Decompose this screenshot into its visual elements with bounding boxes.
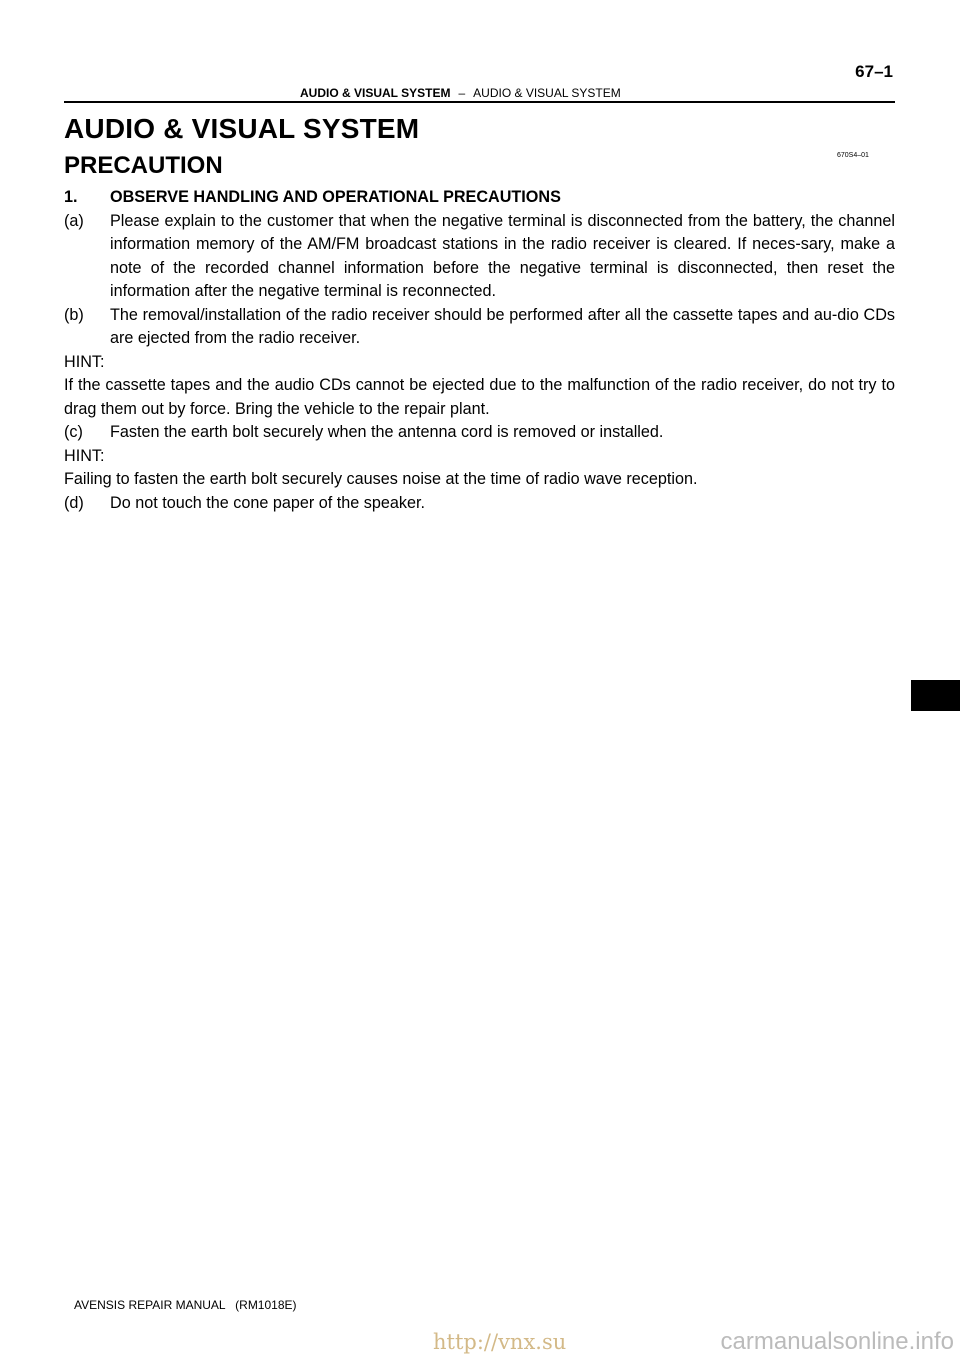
section-title: PRECAUTION bbox=[64, 152, 223, 179]
item-label: (b) bbox=[64, 305, 84, 324]
item-label: (c) bbox=[64, 423, 83, 441]
running-header bbox=[300, 86, 621, 100]
header-subsection: AUDIO & VISUAL SYSTEM bbox=[473, 86, 621, 100]
page-number: 67–1 bbox=[855, 62, 893, 81]
header-section: AUDIO & VISUAL SYSTEM bbox=[300, 86, 451, 100]
step-heading bbox=[64, 186, 895, 210]
document-code: 670S4–01 bbox=[837, 152, 869, 159]
hint-text: If the cassette tapes and the audio CDs cannot be ejected due to the malfunction of the radio receiver, do not try to drag them out by force. Bring the vehicle to the repair plant. bbox=[64, 376, 895, 418]
hint-text: Failing to fasten the earth bolt securely causes noise at the time of radio wave reception. bbox=[64, 470, 698, 488]
item-text: Please explain to the customer that when the negative terminal is disconnected from the battery, the channel information memory of the AM/FM broadcast stations in the radio receiver is cleared. If neces-sary, make a note of the recorded channel information before the negative terminal is disconnected, then reset the information after the negative terminal is reconnected. bbox=[110, 211, 895, 300]
watermark-site: carmanualsonline.info bbox=[720, 1328, 954, 1355]
list-item-d bbox=[64, 492, 895, 516]
list-item-c bbox=[64, 421, 895, 445]
step-number: 1. bbox=[64, 188, 78, 206]
list-item-b bbox=[64, 304, 895, 351]
hint-label: HINT: bbox=[64, 352, 105, 371]
item-text: Do not touch the cone paper of the speaker. bbox=[110, 493, 425, 512]
list-item-a bbox=[64, 210, 895, 304]
item-text: Fasten the earth bolt securely when the antenna cord is removed or installed. bbox=[110, 423, 664, 441]
item-label: (d) bbox=[64, 493, 84, 512]
content-body bbox=[64, 186, 895, 515]
header-rule bbox=[64, 101, 895, 103]
watermark-link: http://vnx.su bbox=[433, 1330, 567, 1354]
item-label: (a) bbox=[64, 211, 84, 230]
item-text: The removal/installation of the radio receiver should be performed after all the cassette tapes and au-dio CDs are ejected from the radio receiver. bbox=[110, 305, 895, 347]
section-tab-marker bbox=[911, 680, 960, 711]
page-title: AUDIO & VISUAL SYSTEM bbox=[64, 113, 420, 144]
header-separator: – bbox=[458, 86, 466, 100]
hint-label: HINT: bbox=[64, 446, 105, 465]
footer-manual-title: AVENSIS REPAIR MANUAL (RM1018E) bbox=[74, 1298, 297, 1312]
step-text: OBSERVE HANDLING AND OPERATIONAL PRECAUTIONS bbox=[110, 188, 561, 206]
